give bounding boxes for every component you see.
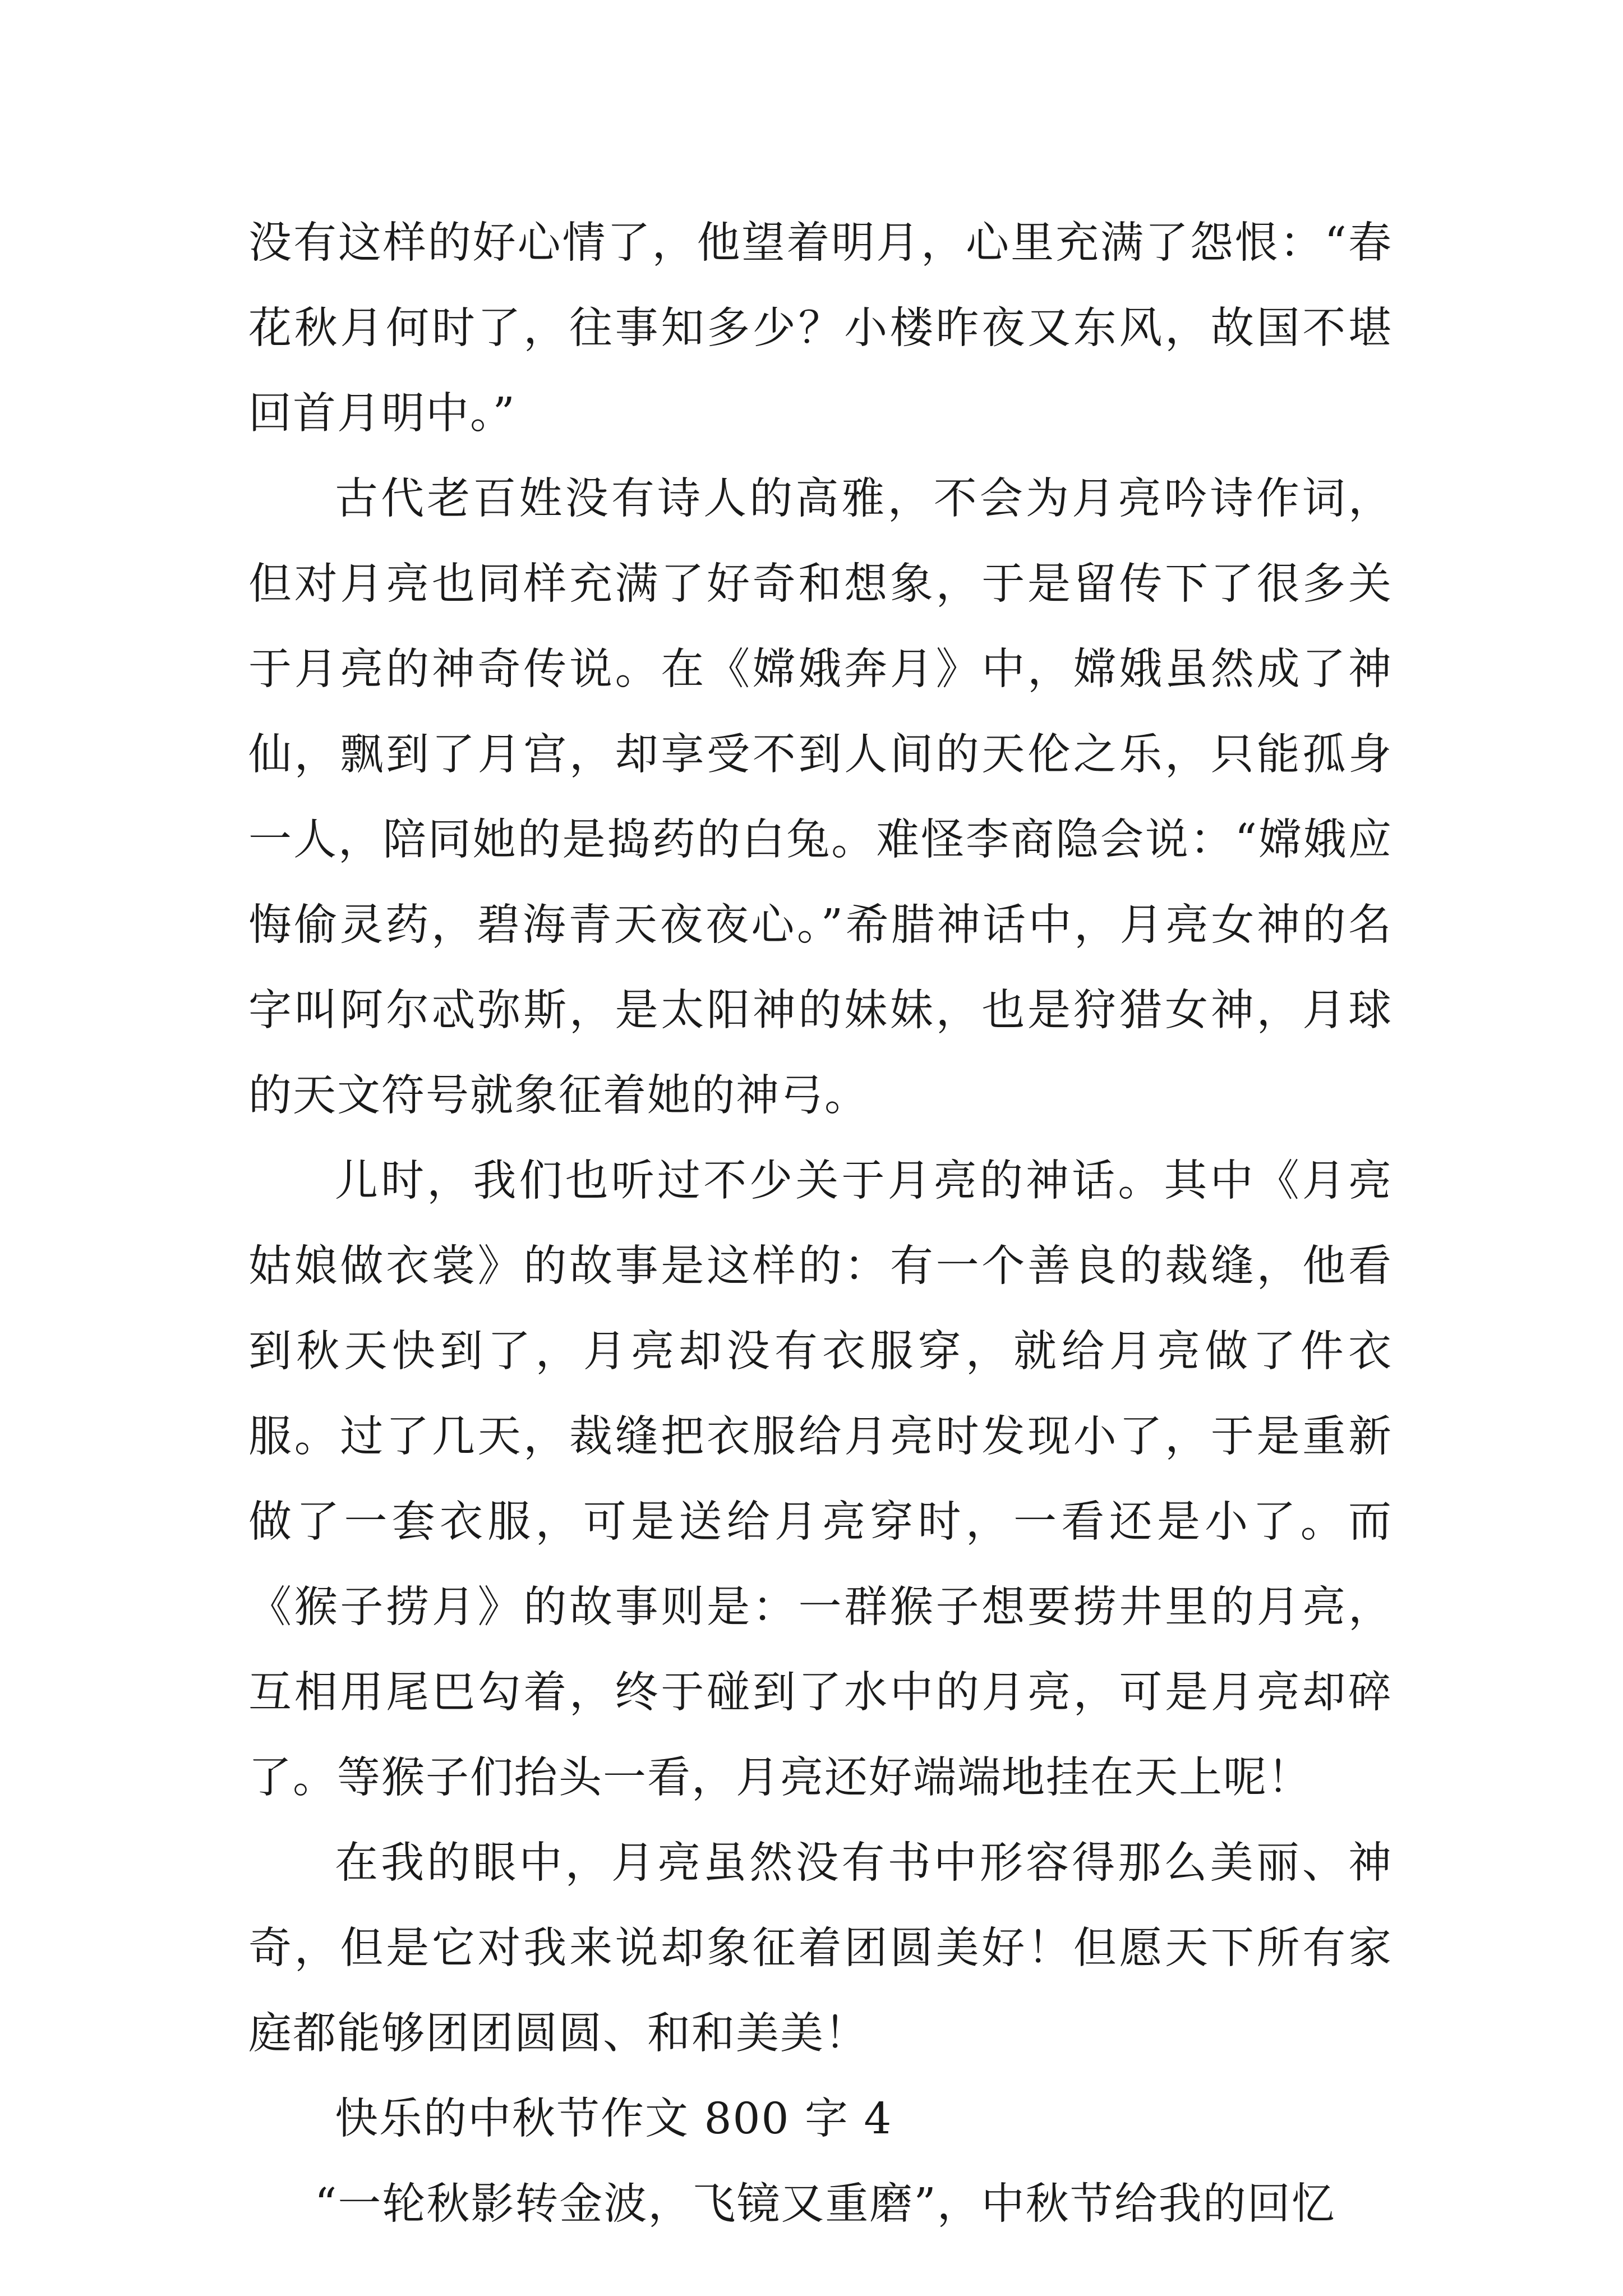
article-body: [248, 201, 1393, 2247]
paragraph-legends: 古代老百姓没有诗人的高雅，不会为月亮吟诗作词，但对月亮也同样充满了好奇和想象，于是留传下了很多关于月亮的神奇传说。在《嫦娥奔月》中，嫦娥虽然成了神仙，飘到了月宫，却享受不到人间的天伦之乐，只能孤身一人，陪同她的是捣药的白兔。难怪李商隐会说：“嫦娥应悔偷灵药，碧海青天夜夜心。”希腊神话中，月亮女神的名字叫阿尔忒弥斯，是太阳神的妹妹，也是狩猎女神，月球的天文符号就象征着她的神弓。: [248, 474, 1393, 1121]
paragraph-conclusion: 在我的眼中，月亮虽然没有书中形容得那么美丽、神奇，但是它对我来说却象征着团圆美好！但愿天下所有家庭都能够团团圆圆、和和美美！: [248, 1838, 1393, 2059]
paragraph-opening-quote: “一轮秋影转金波，飞镜又重磨”，中秋节给我的回忆: [315, 2179, 1336, 2229]
essay-heading: 快乐的中秋节作文 800 字 4: [335, 2094, 893, 2144]
paragraph-childhood-myths: 儿时，我们也听过不少关于月亮的神话。其中《月亮姑娘做衣裳》的故事是这样的：有一个善良的裁缝，他看到秋天快到了，月亮却没有衣服穿，就给月亮做了件衣服。过了几天，裁缝把衣服给月亮时发现小了，于是重新做了一套衣服，可是送给月亮穿时，一看还是小了。而《猴子捞月》的故事则是：一群猴子想要捞井里的月亮，互相用尾巴勾着，终于碰到了水中的月亮，可是月亮却碎了。等猴子们抬头一看，月亮还好端端地挂在天上呢！: [248, 1156, 1393, 1803]
paragraph-continued: 没有这样的好心情了，他望着明月，心里充满了怨恨：“春花秋月何时了，往事知多少？小楼昨夜又东风，故国不堪回首月明中。”: [248, 218, 1393, 439]
